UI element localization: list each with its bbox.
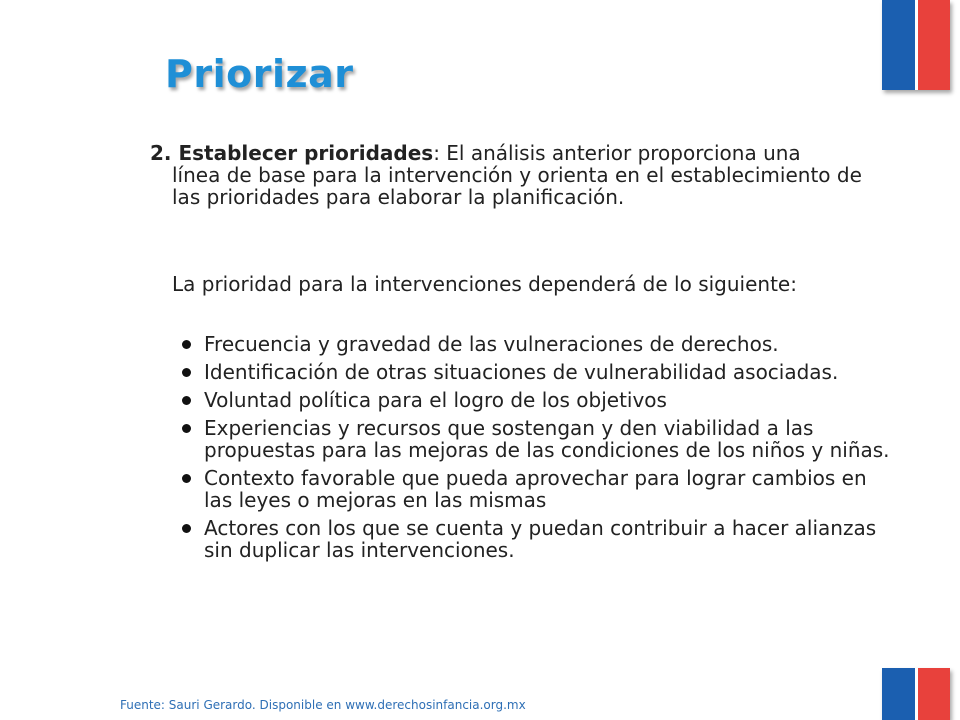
flag-red-stripe (918, 0, 951, 90)
lead-sentence: La prioridad para la intervenciones dependerá de lo siguiente: (172, 272, 797, 296)
bullet-icon (182, 340, 191, 349)
intro-first-line: El análisis anterior proporciona una (446, 141, 801, 165)
list-item: Actores con los que se cuenta y puedan contribuir a hacer alianzas sin duplicar las intervenciones. (182, 517, 892, 561)
intro-paragraph (150, 142, 870, 208)
intro-separator: : (433, 141, 447, 165)
flag-blue-stripe (882, 0, 915, 90)
list-item: Voluntad política para el logro de los objetivos (182, 389, 892, 411)
slide-title: Priorizar (165, 52, 354, 96)
flag-blue-stripe (882, 668, 915, 720)
list-item: Identificación de otras situaciones de vulnerabilidad asociadas. (182, 361, 892, 383)
bullet-icon (182, 396, 191, 405)
bullet-icon (182, 474, 191, 483)
priority-list (182, 333, 892, 567)
flag-red-stripe (918, 668, 951, 720)
list-item: Frecuencia y gravedad de las vulneraciones de derechos. (182, 333, 892, 355)
list-item: Contexto favorable que pueda aprovechar para lograr cambios en las leyes o mejoras en las mismas (182, 467, 892, 511)
bullet-icon (182, 424, 191, 433)
bullet-icon (182, 524, 191, 533)
source-footnote: Fuente: Sauri Gerardo. Disponible en www.derechosinfancia.org.mx (120, 698, 526, 712)
flag-emblem-top (882, 0, 950, 90)
list-item: Experiencias y recursos que sostengan y den viabilidad a las propuestas para las mejoras de las condiciones de los niños y niñas. (182, 417, 892, 461)
intro-rest: línea de base para la intervención y orienta en el establecimiento de las prioridades para elaborar la planificación. (172, 163, 862, 209)
intro-heading: 2. Establecer prioridades (150, 141, 434, 165)
bullet-icon (182, 368, 191, 377)
flag-emblem-bottom (882, 668, 950, 720)
